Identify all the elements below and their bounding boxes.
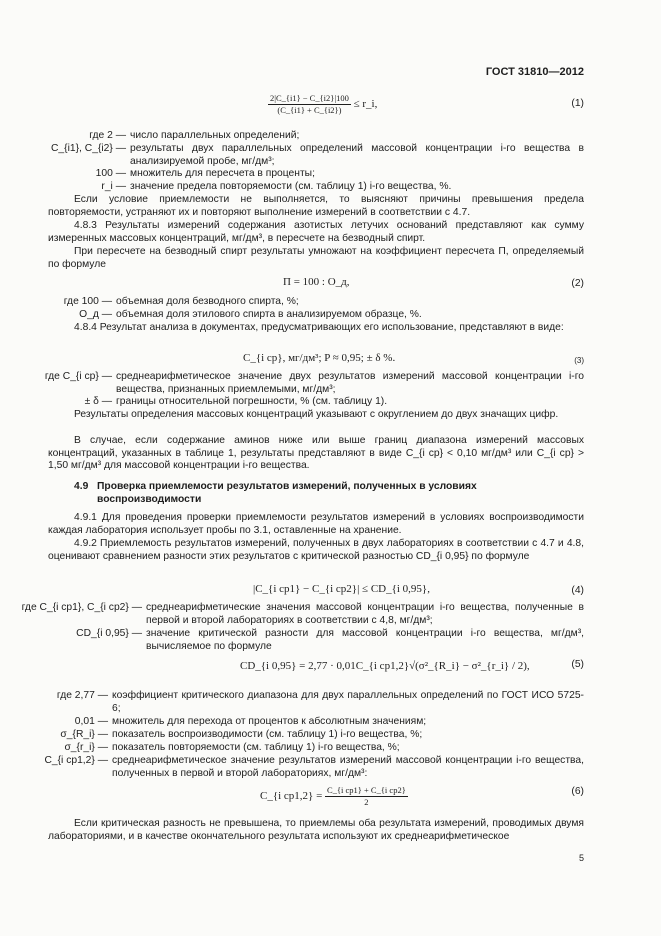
legend2-desc: объемная доля этилового спирта в анализируемом образце, %. — [116, 309, 422, 320]
legend1-term: где 2 — — [89, 130, 126, 141]
section-4-9-title: Проверка приемлемости результатов измерений, полученных в условиях воспроизводимости — [97, 481, 477, 505]
legend5-desc: множитель для перехода от процентов к абсолютным значениям; — [112, 716, 427, 727]
legend4-desc: значение критической разности для массовой концентрации i-го вещества, мг/дм³, вычисляемое по формуле — [146, 628, 584, 652]
legend4-term: CD_{i 0,95} — — [76, 628, 142, 639]
legend5-term: 0,01 — — [74, 716, 108, 727]
legend1-term: 100 — — [95, 168, 126, 179]
legend5-term: C_{i ср1,2} — — [44, 755, 108, 766]
legend5-desc: коэффициент критического диапазона для двух параллельных определений по ГОСТ ИСО 5725-6; — [112, 690, 584, 714]
eq5-number: (5) — [571, 659, 584, 670]
eq6-number: (6) — [571, 786, 584, 797]
legend1-desc: число параллельных определений; — [130, 130, 300, 141]
paragraph-final: Если критическая разность не превышена, то приемлемы оба результата измерений, проводимых двумя лабораториями, и в качестве окончательного результата используют их среднеарифметическое — [48, 818, 584, 842]
legend5-desc: показатель воспроизводимости (см. таблицу 1) i-го вещества, %; — [112, 729, 423, 740]
legend1-desc: множитель для пересчета в проценты; — [130, 168, 315, 179]
equation-2: П = 100 : О_д, — [283, 276, 350, 288]
legend1-term: C_{i1}, C_{i2} — — [51, 143, 126, 154]
legend1-term: r_i — — [101, 181, 126, 192]
legend4-term: где C_{i ср1}, C_{i ср2} — — [21, 602, 142, 613]
equation-6 — [260, 785, 408, 808]
equation-4: |C_{i ср1} − C_{i ср2}| ≤ CD_{i 0,95}, — [253, 583, 430, 595]
eq2-number: (2) — [571, 278, 584, 289]
legend3-desc: среднеарифметическое значение двух результатов измерений массовой концентрации i-го вещества, признанных приемлемыми, мг/дм³; — [116, 371, 584, 395]
legend3-desc: границы относительной погрешности, % (см. таблицу 1). — [116, 396, 388, 407]
legend1-desc: результаты двух параллельных определений массовой концентрации i-го вещества в анализируемой пробе, мг/дм³; — [130, 143, 584, 167]
eq1-number: (1) — [571, 98, 584, 109]
eq1-rhs: ≤ r_i, — [353, 98, 378, 111]
paragraph-4-9-1: 4.9.1 Для проведения проверки приемлемости результатов измерений в условиях воспроизводимости каждая лаборатория использует пробы по 3.1, оставленные на хранение. — [48, 512, 584, 536]
paragraph-amines: В случае, если содержание аминов ниже или выше границ диапазона измерений массовых концентраций, указанных в таблице 1, результаты представляют в виде C_{i ср} < 0,10 мг/дм³ или C_{i ср} > 1,50 мг/дм³ для массовой концентрации i-го вещества. — [48, 435, 584, 472]
legend5-desc: среднеарифметическое значение результатов измерений массовой концентрации i-го вещества, полученных в первой и второй лабораториях, мг/дм³: — [112, 755, 584, 779]
paragraph-4-9-2: 4.9.2 Приемлемость результатов измерений, полученных в двух лабораториях в соответствии с 4.7 и 4.8, оценивают сравнением разности этих результатов с критической разностью CD_{i 0,95} по формуле — [48, 538, 584, 562]
eq1-numerator: 2|C_{i1} − C_{i2}|100 — [270, 93, 349, 103]
legend2-term: где 100 — — [63, 296, 112, 307]
legend2-term: О_д — — [79, 309, 112, 320]
paragraph-rounding: Результаты определения массовых концентраций указывают с округлением до двух значащих цифр. — [74, 409, 559, 420]
paragraph-4-8-3: 4.8.3 Результаты измерений содержания азотистых летучих оснований представляют как сумму измеренных массовых концентраций, мг/дм³, в пересчете на безводный спирт. — [48, 220, 584, 244]
legend5-term: σ_{r_i} — — [64, 742, 108, 753]
section-4-9-number: 4.9 — [74, 481, 89, 492]
legend1-desc: значение предела повторяемости (см. таблицу 1) i-го вещества, %. — [130, 181, 452, 192]
equation-3: C_{i ср}, мг/дм³; P ≈ 0,95; ± δ %. — [243, 352, 396, 364]
equation-1 — [268, 93, 377, 116]
equation-5: CD_{i 0,95} = 2,77 · 0,01C_{i ср1,2}√(σ²_{R_i} − σ²_{r_i} / 2), — [240, 660, 530, 672]
document-code: ГОСТ 31810—2012 — [485, 66, 584, 78]
page-number: 5 — [578, 853, 584, 863]
legend2-desc: объемная доля безводного спирта, %; — [116, 296, 299, 307]
eq6-numerator: C_{i ср1} + C_{i ср2} — [327, 785, 406, 795]
paragraph-fail: Если условие приемлемости не выполняется, то выясняют причины превышения предела повторяемости, устраняют их и повторяют выполнение измерений в соответствии с 4.7. — [48, 194, 584, 218]
legend3-term: где C_{i ср} — — [44, 371, 112, 382]
legend5-term: где 2,77 — — [56, 690, 108, 701]
eq6-lhs: C_{i ср1,2} = — [260, 790, 323, 803]
legend5-desc: показатель повторяемости (см. таблицу 1) i-го вещества, %; — [112, 742, 400, 753]
legend5-term: σ_{R_i} — — [60, 729, 108, 740]
eq3-number: (3) — [574, 356, 584, 365]
eq1-denominator: (C_{i1} + C_{i2}) — [277, 105, 342, 115]
paragraph-4-8-4: 4.8.4 Результат анализа в документах, предусматривающих его использование, представляют в виде: — [74, 322, 564, 333]
eq4-number: (4) — [571, 585, 584, 596]
paragraph-recalc: При пересчете на безводный спирт результаты умножают на коэффициент пересчета П, определяемый по формуле — [48, 246, 584, 270]
eq6-denominator: 2 — [364, 797, 369, 807]
legend4-desc: среднеарифметические значения массовой концентрации i-го вещества, полученные в первой и второй лабораториях в соответствии с 4,8, мг/дм³; — [146, 602, 584, 626]
legend3-term: ± δ — — [84, 396, 112, 407]
